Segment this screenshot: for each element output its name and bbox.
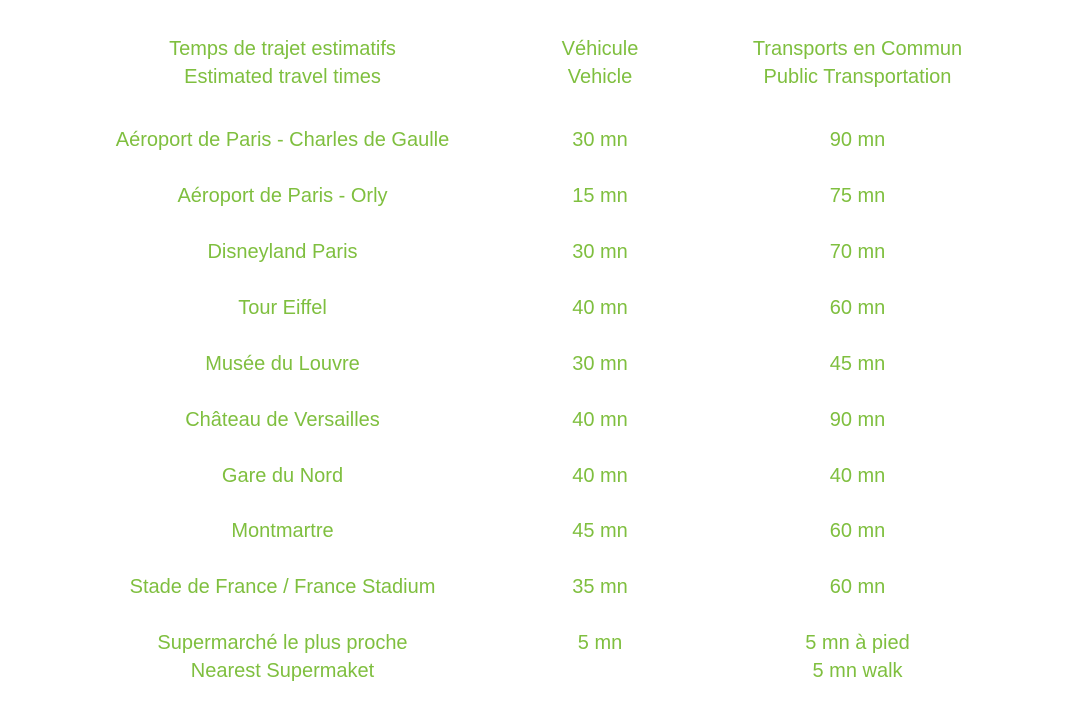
- public-time-cell: 90 mn: [829, 129, 886, 151]
- header-destination-fr: Temps de trajet estimatifs: [169, 38, 396, 60]
- vehicle-time-cell: 35 mn: [572, 576, 628, 598]
- destination-cell: Gare du Nord: [221, 465, 344, 487]
- destination-cell: Tour Eiffel: [238, 297, 327, 319]
- header-vehicle-fr: Véhicule: [561, 38, 639, 60]
- public-time-cell: 90 mn: [829, 409, 886, 431]
- vehicle-time-cell-supermarket: 5 mn: [577, 632, 623, 654]
- public-time-cell: 70 mn: [829, 241, 886, 263]
- header-vehicle-en: Vehicle: [567, 66, 633, 88]
- vehicle-time-cell: 40 mn: [572, 297, 628, 319]
- destination-cell: Château de Versailles: [185, 409, 380, 431]
- public-time-cell: 40 mn: [829, 465, 886, 487]
- vehicle-time-cell: 15 mn: [572, 185, 628, 207]
- walk-time-fr: 5 mn à pied: [805, 632, 910, 654]
- vehicle-time-cell: 45 mn: [572, 520, 628, 542]
- destination-cell-supermarket: [80, 629, 485, 685]
- header-public-transport: [725, 35, 990, 91]
- public-time-cell-supermarket: [725, 629, 990, 685]
- header-public-en: Public Transportation: [763, 66, 952, 88]
- destination-cell: Montmartre: [231, 520, 334, 542]
- destination-cell: Aéroport de Paris - Charles de Gaulle: [115, 129, 450, 151]
- supermarket-label-fr: Supermarché le plus proche: [157, 632, 408, 654]
- walk-time-en: 5 mn walk: [812, 660, 903, 682]
- vehicle-time-cell: 40 mn: [572, 465, 628, 487]
- supermarket-label-en: Nearest Supermaket: [190, 660, 375, 682]
- header-vehicle: [500, 35, 700, 91]
- vehicle-time-cell: 30 mn: [572, 129, 628, 151]
- destination-cell: Stade de France / France Stadium: [129, 576, 436, 598]
- destination-cell: Aéroport de Paris - Orly: [177, 185, 388, 207]
- destination-cell: Disneyland Paris: [207, 241, 358, 263]
- public-time-cell: 60 mn: [829, 520, 886, 542]
- public-time-cell: 75 mn: [829, 185, 886, 207]
- header-destination-en: Estimated travel times: [184, 66, 381, 88]
- vehicle-time-cell: 40 mn: [572, 409, 628, 431]
- vehicle-time-cell: 30 mn: [572, 353, 628, 375]
- public-time-cell: 60 mn: [829, 297, 886, 319]
- header-destination: [80, 35, 485, 91]
- destination-cell: Musée du Louvre: [205, 353, 360, 375]
- public-time-cell: 60 mn: [829, 576, 886, 598]
- header-public-fr: Transports en Commun: [752, 38, 963, 60]
- vehicle-time-cell: 30 mn: [572, 241, 628, 263]
- public-time-cell: 45 mn: [829, 353, 886, 375]
